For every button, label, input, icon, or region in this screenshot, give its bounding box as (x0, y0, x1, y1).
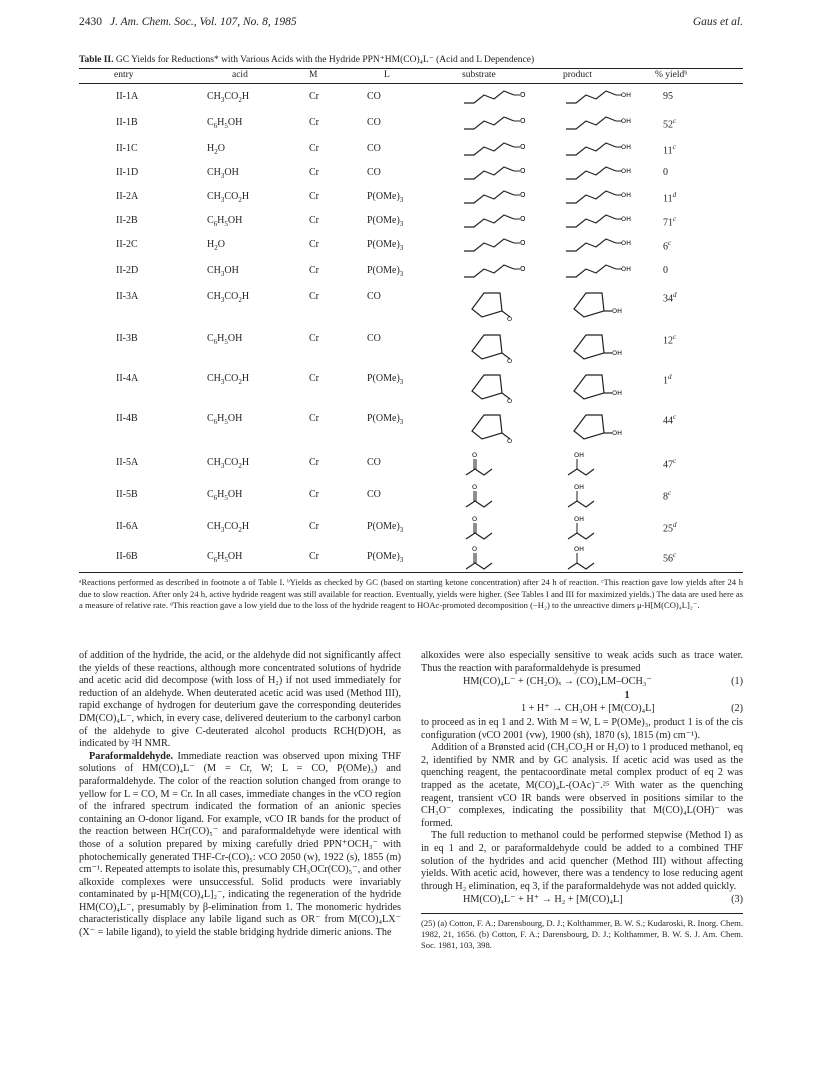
paragraph: to proceed as in eq 1 and 2. With M = W, L = P(OMe)₃, product 1 is of the cis configuration (νCO 2001 (vw), 1900 (sh), 1870 (s), 1815 (m) cm⁻¹). (421, 716, 743, 741)
svg-text:OH: OH (574, 545, 585, 553)
svg-text:OH: OH (574, 515, 585, 523)
svg-text:O: O (507, 397, 513, 403)
substrate-structure (462, 283, 532, 324)
svg-text:OH: OH (621, 191, 632, 199)
journal-citation (79, 16, 297, 28)
cell-acid: $CH_3CO_2H$ (207, 191, 250, 204)
cell-yield: 47$^c$ (663, 457, 677, 471)
cell-entry: II-1D (116, 167, 139, 178)
svg-text:O: O (507, 315, 513, 321)
cell-acid: $C_6H_5OH$ (207, 413, 243, 426)
cell-entry: II-3A (116, 291, 139, 302)
cell-entry: II-2A (116, 191, 139, 202)
cell-ligand: CO (367, 333, 381, 344)
equation-number: (2) (731, 703, 743, 715)
svg-text:O: O (520, 215, 526, 223)
svg-text:O: O (472, 515, 478, 523)
cell-acid: $CH_3CO_2H$ (207, 521, 250, 534)
equation-1 (421, 676, 743, 689)
svg-text:OH: OH (612, 389, 623, 397)
cell-yield: 95 (663, 91, 673, 102)
svg-text:O: O (507, 437, 513, 443)
cell-yield: 71$^c$ (663, 215, 677, 229)
equation-text: HM(CO)₄L⁻ + H⁺ → H₂ + [M(CO)₄L] (463, 894, 623, 906)
cell-acid: $H_2O$ (207, 143, 225, 156)
svg-text:O: O (520, 91, 526, 99)
cell-yield: 11$^d$ (663, 191, 677, 205)
table-header-rule (79, 83, 743, 84)
cell-acid: $CH_3CO_2H$ (207, 457, 250, 470)
product-structure (564, 365, 634, 406)
paragraph: alkoxides were also especially sensitive to weak acids such as trace water. Thus the reaction with paraformaldehyde is presumed (421, 650, 743, 674)
running-authors: Gaus et al. (692, 16, 743, 28)
cell-acid: $CH_3OH$ (207, 265, 239, 278)
col-entry: entry (114, 70, 134, 80)
product-structure (564, 83, 634, 112)
cell-metal: Cr (309, 291, 319, 302)
col-product: product (563, 70, 593, 80)
equation-number: (3) (731, 894, 743, 906)
substrate-structure (462, 83, 532, 112)
svg-text:OH: OH (621, 265, 632, 273)
paragraph: of addition of the hydride, the acid, or the aldehyde did not significantly affect the yields of these reactions, although more concentrated solutions of hydride and acetic acid did decompose (with loss of H₂) if not used immediately for reduction of an aldehyde. When deuterated acetic acid was used (Method III), rapid exchange of hydrogen for deuterium gave the corresponding deuterides DM(CO)₄L⁻, which, in every case, delivered deuterium to the carbonyl carbon of the aldehyde to give C-deuterated alcohol products RCH(D)OH, as indicated by ²H NMR. (79, 650, 401, 750)
substrate-structure (462, 231, 532, 260)
cell-entry: II-2C (116, 239, 138, 250)
svg-text:OH: OH (612, 429, 623, 437)
cell-ligand: $P(OMe)_3$ (367, 239, 404, 252)
cell-acid: $CH_3CO_2H$ (207, 373, 250, 386)
cell-ligand: CO (367, 91, 381, 102)
svg-text:O: O (472, 545, 478, 553)
cell-ligand: CO (367, 117, 381, 128)
cell-ligand: $P(OMe)_3$ (367, 265, 404, 278)
substrate-structure (462, 405, 532, 446)
paragraph (79, 751, 401, 940)
cell-entry: II-2B (116, 215, 138, 226)
equation-2 (421, 703, 743, 716)
cell-acid: $C_6H_5OH$ (207, 551, 243, 564)
cell-acid: $CH_3OH$ (207, 167, 239, 180)
cell-entry: II-5B (116, 489, 138, 500)
cell-yield: 34$^d$ (663, 291, 677, 305)
cell-ligand: CO (367, 167, 381, 178)
cell-entry: II-4B (116, 413, 138, 424)
cell-yield: 1$^d$ (663, 373, 672, 387)
table-bottom-rule (79, 572, 743, 573)
product-structure (564, 405, 634, 446)
svg-text:OH: OH (621, 239, 632, 247)
cell-metal: Cr (309, 215, 319, 226)
svg-text:OH: OH (574, 451, 585, 459)
cell-ligand: $P(OMe)_3$ (367, 413, 404, 426)
cell-entry: II-4A (116, 373, 139, 384)
cell-ligand: CO (367, 291, 381, 302)
cell-metal: Cr (309, 373, 319, 384)
cell-metal: Cr (309, 239, 319, 250)
cell-metal: Cr (309, 91, 319, 102)
cell-metal: Cr (309, 191, 319, 202)
right-text-column (421, 650, 743, 951)
reference-25: (25) (a) Cotton, F. A.; Darensbourg, D. J.; Kolthammer, B. W. S.; Kudaroski, R. Inorg. Chem. 1982, 21, 1656. (b) Cotton, F. A.; Darensbourg, D. J.; Kolthammer, B. W. S. J. Am. Chem. Soc. 1981, 103, 398. (421, 913, 743, 951)
svg-text:OH: OH (574, 483, 585, 491)
svg-text:OH: OH (621, 167, 632, 175)
col-l: L (384, 70, 390, 80)
cell-metal: Cr (309, 413, 319, 424)
paragraph: Addition of a Brønsted acid (CH₃CO₂H or H₂O) to 1 produced methanol, eq 2, identified by NMR and by GC analysis. If acetic acid was used as the quenching reagent, the pentacoordinate metal complex product of eq 2 was trapped as the acetate, M(CO)₄L-(OAc)⁻.²⁵ With water as the quenching reagent, transient νCO IR bands were observed in positions similar to the CH₃O⁻ complexes, indicating the possibility that M(CO)₄L(OH)⁻ was formed. (421, 742, 743, 829)
cell-entry: II-6A (116, 521, 139, 532)
cell-yield: 12$^c$ (663, 333, 677, 347)
cell-entry: II-1B (116, 117, 138, 128)
cell-ligand: $P(OMe)_3$ (367, 521, 404, 534)
svg-text:O: O (520, 167, 526, 175)
cell-entry: II-1C (116, 143, 138, 154)
section-heading: Paraformaldehyde. (89, 750, 174, 762)
col-yield: % yieldᵇ (655, 70, 688, 80)
cell-acid: $C_6H_5OH$ (207, 489, 243, 502)
table-caption-text: GC Yields for Reductions* with Various Acids with the Hydride PPN⁺HM(CO)₄L⁻ (Acid and L Dependence) (115, 55, 535, 65)
cell-metal: Cr (309, 489, 319, 500)
cell-entry: II-1A (116, 91, 139, 102)
svg-text:OH: OH (612, 349, 623, 357)
svg-text:OH: OH (612, 307, 623, 315)
cell-acid: $CH_3CO_2H$ (207, 291, 250, 304)
product-structure (564, 109, 634, 138)
cell-ligand: $P(OMe)_3$ (367, 215, 404, 228)
svg-text:OH: OH (621, 215, 632, 223)
cell-yield: 44$^c$ (663, 413, 677, 427)
svg-text:OH: OH (621, 117, 632, 125)
cell-yield: 56$^c$ (663, 551, 677, 565)
cell-yield: 11$^c$ (663, 143, 676, 157)
svg-text:O: O (520, 265, 526, 273)
table-caption (79, 54, 743, 65)
cell-metal: Cr (309, 521, 319, 532)
svg-text:O: O (507, 357, 513, 363)
compound-label: 1 (624, 689, 630, 701)
cell-ligand: CO (367, 457, 381, 468)
cell-metal: Cr (309, 265, 319, 276)
product-structure (564, 283, 634, 324)
table-label: Table II. (79, 55, 114, 65)
substrate-structure (462, 325, 532, 366)
cell-ligand: CO (367, 489, 381, 500)
table-footnote: ᵃReactions performed as described in footnote a of Table I. ᵇYields as checked by GC (based on starting ketone concentration) after 24 h of reaction. ᶜThis reaction gave low yields after 24 h due to slow reaction. After only 24 h, active hydride reagent was still available for reaction. Eventually, yields were higher. (See Tables I and III for maximized yields.) The data are used here as a measure of relative rate. ᵈThis reaction gave a low yield due to the loss of the hydride reagent to HOAc-promoted decomposition (−H₂) to the unreactive dimers μ-H[M(CO)₄L]₂⁻. (79, 577, 743, 610)
cell-entry: II-5A (116, 457, 139, 468)
cell-yield: 0 (663, 265, 668, 276)
cell-yield: 8$^c$ (663, 489, 672, 503)
substrate-structure (462, 365, 532, 406)
svg-text:O: O (520, 191, 526, 199)
col-substrate: substrate (462, 70, 496, 80)
cell-metal: Cr (309, 143, 319, 154)
svg-text:O: O (520, 239, 526, 247)
equation-text: 1 + H⁺ → CH₃OH + [M(CO)₄L] (521, 703, 655, 715)
cell-metal: Cr (309, 551, 319, 562)
cell-metal: Cr (309, 167, 319, 178)
product-structure (564, 257, 634, 286)
cell-acid: $C_6H_5OH$ (207, 117, 243, 130)
svg-text:O: O (520, 143, 526, 151)
cell-yield: 6$^c$ (663, 239, 672, 253)
cell-ligand: $P(OMe)_3$ (367, 373, 404, 386)
cell-ligand: $P(OMe)_3$ (367, 191, 404, 204)
svg-text:OH: OH (621, 91, 632, 99)
svg-text:O: O (472, 451, 478, 459)
cell-ligand: CO (367, 143, 381, 154)
equation-text: HM(CO)₄L⁻ + (CH₂O)ₓ → (CO)₄LM–OCH₃⁻ (463, 676, 652, 688)
cell-entry: II-3B (116, 333, 138, 344)
cell-yield: 25$^d$ (663, 521, 677, 535)
paragraph-text: Immediate reaction was observed upon mixing THF solutions of HM(CO)₄L⁻ (M = Cr, W; L = CO, P(OMe)₃) and paraformaldehyde. The color of the reaction solution changed from orange to yellow for L = CO, M = Cr. In all cases, immediate changes in the νCO region of the infrared spectrum indicated the formation of an anionic species containing an O-donor ligand. For example, νCO IR bands for the product of the reaction between HCr(CO)₅⁻ and paraformaldehyde were identical with those of a solution prepared by mixing carefully dried PPN⁺OCH₃⁻ with photochemically generated THF-Cr-(CO)₅: νCO 2050 (w), 1922 (s), 1855 (m) cm⁻¹. Repeated attempts to isolate this, presumably CH₃OCr(CO)₅⁻, and other alkoxide complexes were unsuccessful. Solid products were invariably contaminated by μ-H[M(CO)₄L]₂⁻, indicating the regeneration of the hydride HM(CO)₄L⁻, presumably by β-elimination from 1. The monomeric hydrides characteristically displace any labile ligand such as OR⁻ from M(CO)₄LX⁻ (X⁻ = labile ligand), to yield the stable bridging hydride dimeric anions. The (79, 750, 402, 939)
svg-text:O: O (472, 483, 478, 491)
equation-3 (421, 894, 743, 907)
cell-yield: 0 (663, 167, 668, 178)
cell-acid: $CH_3CO_2H$ (207, 91, 250, 104)
cell-metal: Cr (309, 333, 319, 344)
left-text-column (79, 650, 401, 940)
substrate-structure (462, 109, 532, 138)
table-top-rule (79, 68, 743, 69)
paragraph: The full reduction to methanol could be performed stepwise (Method I) as in eq 1 and 2, or paraformaldehyde could be added to a combined THF solution of the hydrides and acid quencher (Method III) without affecting yields. With acetic acid, however, there was a tendency to lose reducing agent through H₂ elimination, eq 3, if the paraformaldehyde was not added quickly. (421, 830, 743, 892)
cell-ligand: $P(OMe)_3$ (367, 551, 404, 564)
col-m: M (309, 70, 318, 80)
product-structure (564, 231, 634, 260)
substrate-structure (462, 257, 532, 286)
journal-name: J. Am. Chem. Soc., Vol. 107, No. 8, 1985 (110, 16, 297, 28)
svg-text:OH: OH (621, 143, 632, 151)
cell-entry: II-2D (116, 265, 139, 276)
cell-acid: $H_2O$ (207, 239, 225, 252)
svg-text:O: O (520, 117, 526, 125)
page-header (79, 16, 743, 34)
cell-entry: II-6B (116, 551, 138, 562)
equation-number: (1) (731, 676, 743, 688)
cell-yield: 52$^c$ (663, 117, 677, 131)
cell-metal: Cr (309, 457, 319, 468)
cell-metal: Cr (309, 117, 319, 128)
product-structure (564, 325, 634, 366)
cell-acid: $C_6H_5OH$ (207, 215, 243, 228)
col-acid: acid (232, 70, 248, 80)
cell-acid: $C_6H_5OH$ (207, 333, 243, 346)
page-number: 2430 (79, 16, 102, 28)
